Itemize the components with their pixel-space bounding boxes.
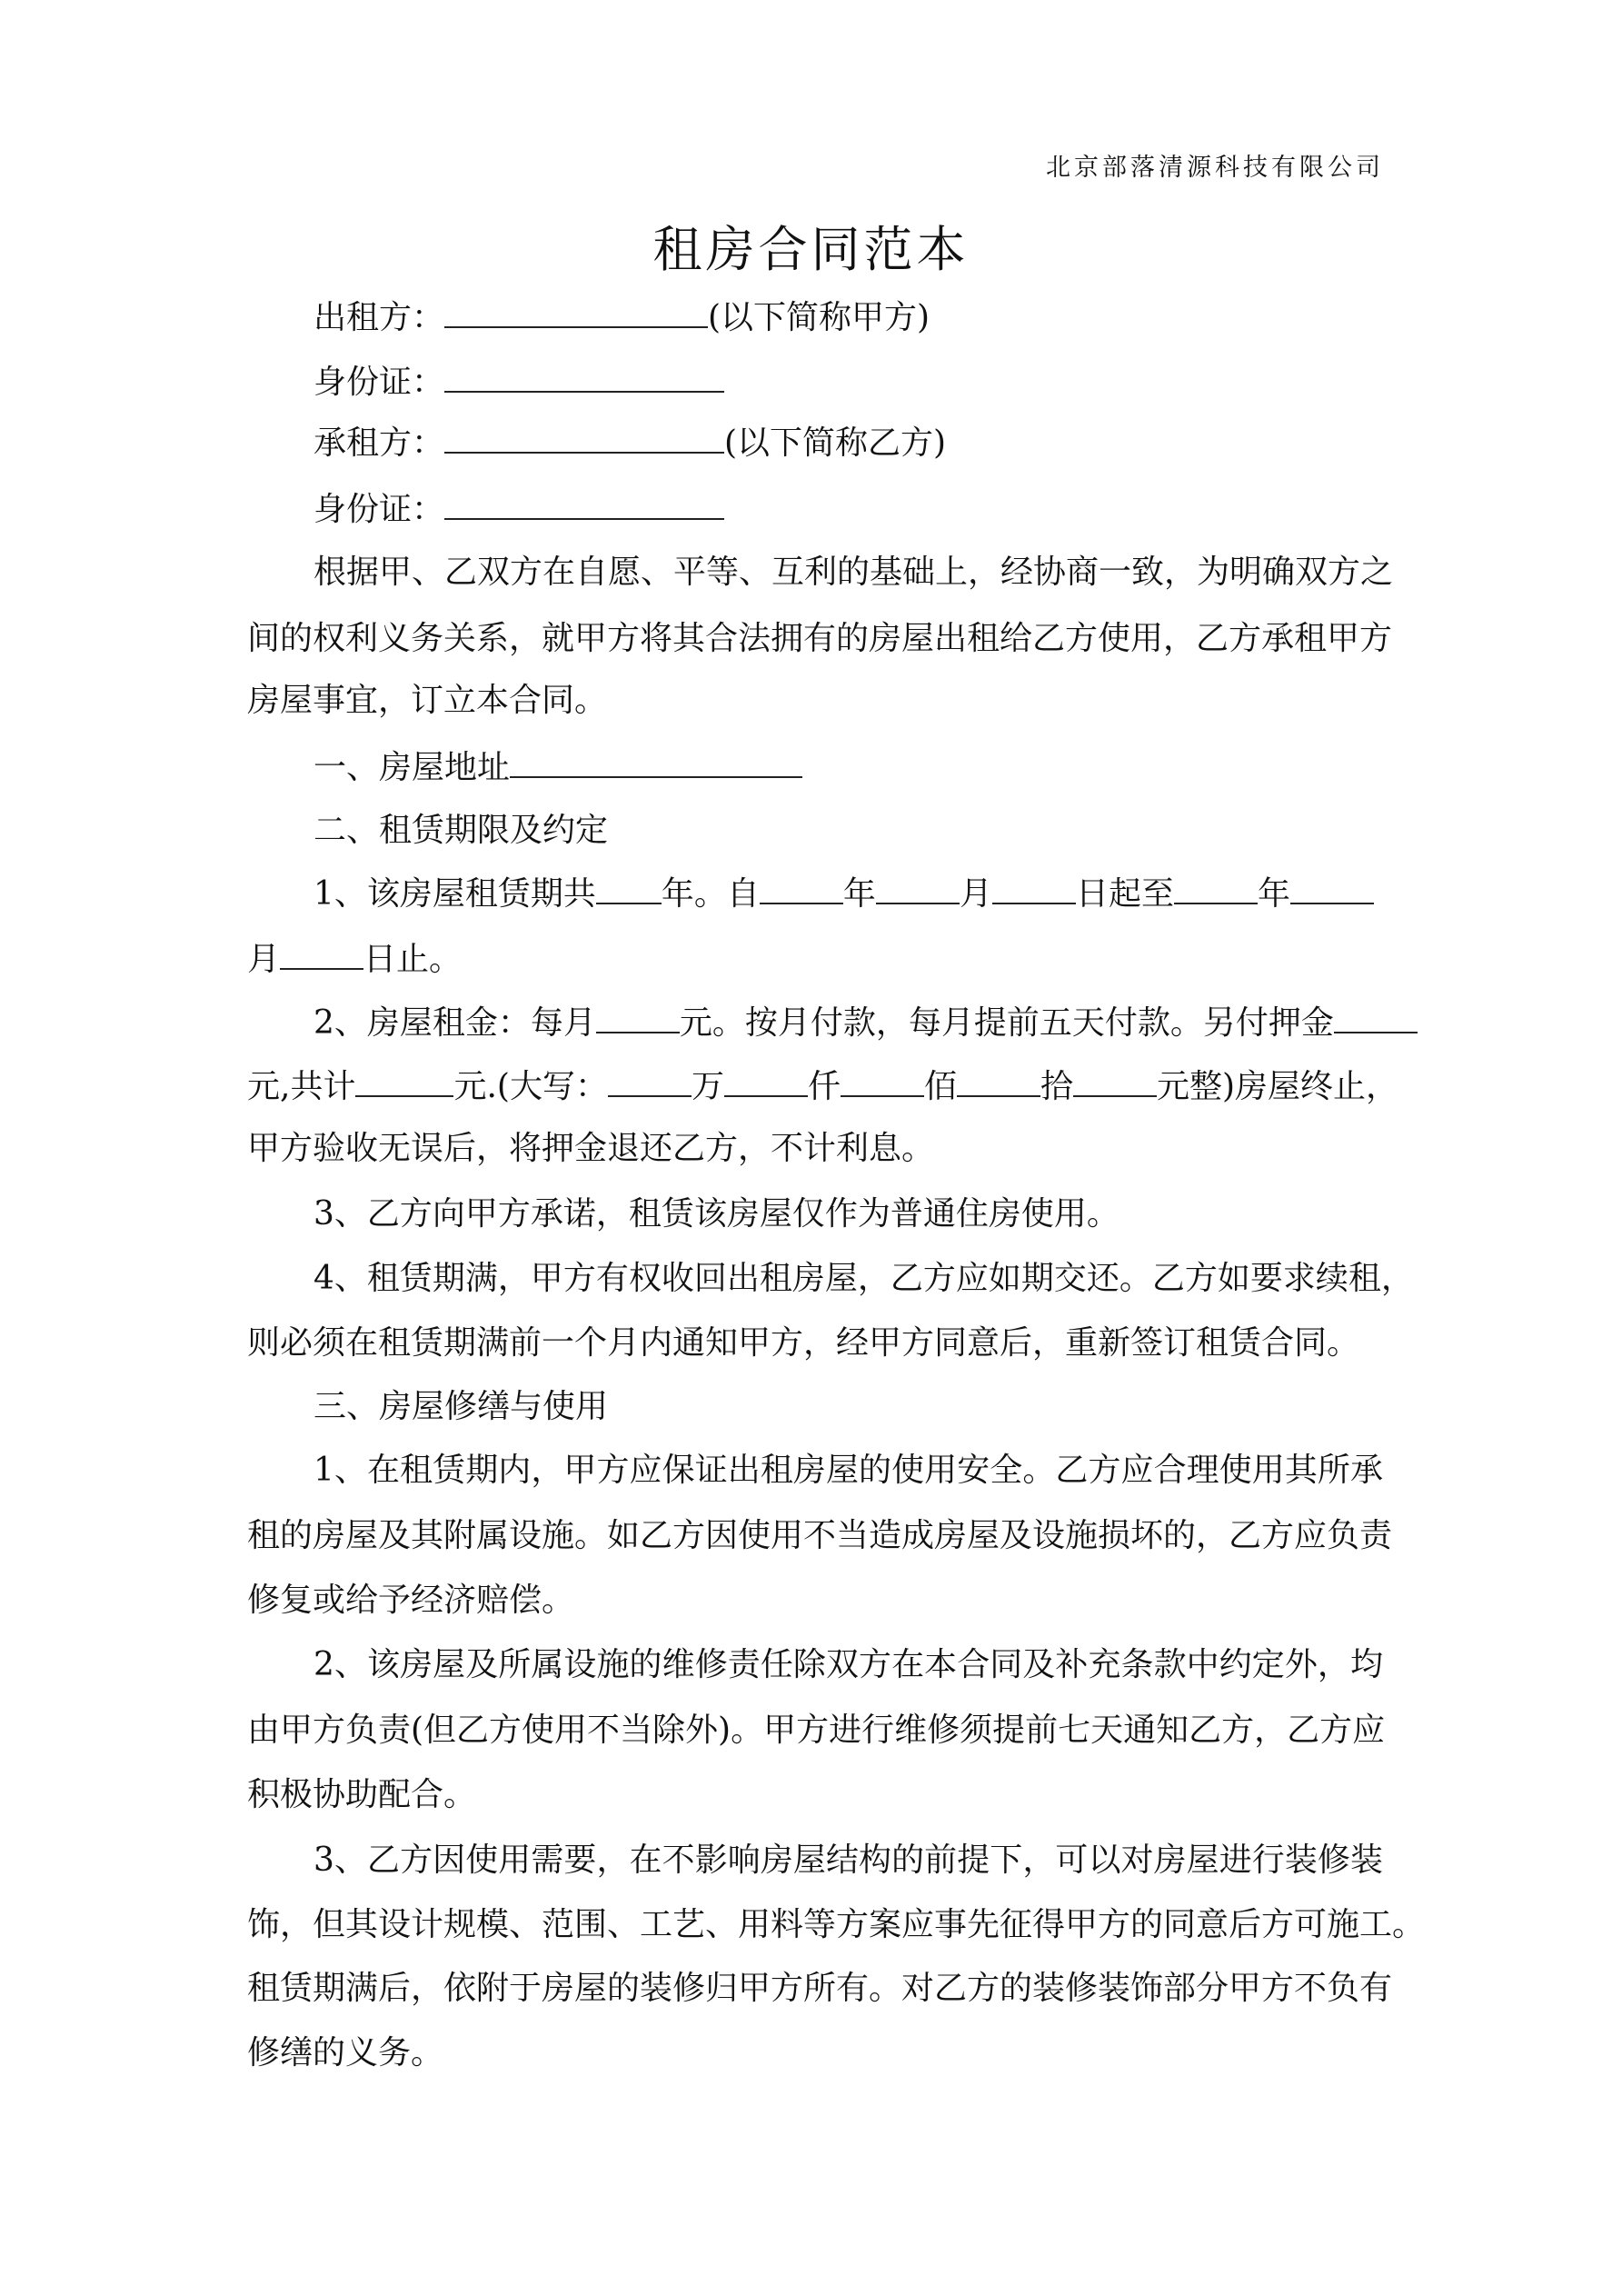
rent-line	[247, 1003, 1383, 1043]
clause-line: 2、该房屋及所属设施的维修责任除双方在本合同及补充条款中约定外，均	[313, 1646, 1383, 1683]
lessor-label: 出租方：	[313, 299, 445, 336]
shi-field[interactable]	[957, 1066, 1040, 1097]
lessee-label: 承租方：	[313, 424, 445, 462]
end-year-field[interactable]	[1174, 873, 1258, 904]
clause-line: 则必须在租赁期满前一个月内通知甲方，经甲方同意后，重新签订租赁合同。	[247, 1324, 1360, 1362]
clause-line: 修复或给予经济赔偿。	[247, 1582, 575, 1619]
section-heading: 三、房屋修缮与使用	[313, 1388, 609, 1425]
intro-line: 间的权利义务关系，就甲方将其合法拥有的房屋出租给乙方使用，乙方承租甲方	[247, 620, 1393, 657]
lessee-line	[313, 423, 946, 464]
lessee-id-line	[313, 489, 724, 530]
rent-text: 拾	[1040, 1068, 1074, 1105]
lessor-id-line	[313, 362, 724, 403]
lessee-name-field[interactable]	[444, 423, 724, 454]
lessor-name-field[interactable]	[444, 297, 708, 328]
company-header: 北京部落清源科技有限公司	[1046, 154, 1384, 182]
lessee-id-field[interactable]	[444, 489, 724, 520]
rent-line	[247, 1066, 1399, 1107]
qian-field[interactable]	[724, 1066, 808, 1097]
clause-line: 4、租赁期满，甲方有权收回出租房屋，乙方应如期交还。乙方如要求续租，	[313, 1260, 1414, 1297]
clause-line: 3、乙方因使用需要，在不影响房屋结构的前提下，可以对房屋进行装修装	[313, 1842, 1383, 1879]
clause-line: 租赁期满后，依附于房屋的装修归甲方所有。对乙方的装修装饰部分甲方不负有	[247, 1970, 1393, 2007]
bai-field[interactable]	[841, 1066, 924, 1097]
address-field[interactable]	[510, 747, 802, 778]
clause-line: 由甲方负责(但乙方使用不当除外)。甲方进行维修须提前七天通知乙方，乙方应	[247, 1712, 1386, 1749]
intro-line: 根据甲、乙双方在自愿、平等、互利的基础上，经协商一致，为明确双方之	[313, 554, 1394, 591]
section-heading: 二、租赁期限及约定	[313, 812, 609, 849]
rent-text: 元.(大写：	[453, 1068, 608, 1105]
rent-text: 元整)房屋终止，	[1157, 1068, 1399, 1105]
term-text: 年	[842, 875, 876, 913]
rent-text: 万	[691, 1068, 724, 1105]
start-month-field[interactable]	[876, 873, 960, 904]
wan-field[interactable]	[608, 1066, 692, 1097]
term-text: 年。自	[661, 875, 760, 913]
end-month-field[interactable]	[1290, 873, 1374, 904]
rent-text: 元。按月付款，每月提前五天付款。另付押金	[679, 1004, 1334, 1042]
clause-line: 租的房屋及其附属设施。如乙方因使用不当造成房屋及设施损坏的，乙方应负责	[247, 1517, 1393, 1554]
term-line	[247, 873, 1383, 914]
lessee-suffix: (以下简称乙方)	[724, 424, 947, 462]
document-title: 租房合同范本	[652, 221, 970, 278]
rent-text: 2、房屋租金：每月	[313, 1004, 596, 1042]
yuan-field[interactable]	[1073, 1066, 1157, 1097]
clause-line: 1、在租赁期内，甲方应保证出租房屋的使用安全。乙方应合理使用其所承	[313, 1452, 1383, 1489]
term-years-field[interactable]	[596, 873, 662, 904]
lessor-id-label: 身份证：	[313, 364, 445, 401]
clause-line: 3、乙方向甲方承诺，租赁该房屋仅作为普通住房使用。	[313, 1195, 1119, 1233]
start-day-field[interactable]	[992, 873, 1076, 904]
lessor-suffix: (以下简称甲方)	[708, 299, 930, 336]
rent-line: 甲方验收无误后，将押金退还乙方，不计利息。	[247, 1130, 935, 1167]
lessor-id-field[interactable]	[444, 362, 724, 393]
clause-line: 修缮的义务。	[247, 2034, 444, 2071]
term-text: 1、该房屋租赁期共	[313, 875, 596, 913]
term-text: 月	[959, 875, 992, 913]
term-text: 日止。	[363, 941, 463, 978]
clause-line: 积极协助配合。	[247, 1776, 477, 1813]
term-line	[247, 939, 1383, 980]
term-text: 月	[247, 941, 281, 978]
lessor-line	[313, 297, 930, 338]
monthly-rent-field[interactable]	[596, 1003, 680, 1033]
term-text: 年	[1257, 875, 1290, 913]
lessee-id-label: 身份证：	[313, 491, 445, 528]
section-address	[247, 747, 1383, 788]
intro-line: 房屋事宜，订立本合同。	[247, 682, 608, 719]
total-field[interactable]	[355, 1066, 453, 1097]
rent-text: 佰	[923, 1068, 957, 1105]
rent-text: 元,共计	[247, 1068, 356, 1105]
section-address-label: 一、房屋地址	[313, 749, 511, 786]
deposit-field[interactable]	[1334, 1003, 1418, 1033]
term-text: 日起至	[1075, 875, 1174, 913]
rent-text: 仟	[807, 1068, 841, 1105]
start-year-field[interactable]	[760, 873, 843, 904]
clause-line: 饰，但其设计规模、范围、工艺、用料等方案应事先征得甲方的同意后方可施工。	[247, 1906, 1426, 1943]
end-day-field[interactable]	[280, 939, 363, 970]
